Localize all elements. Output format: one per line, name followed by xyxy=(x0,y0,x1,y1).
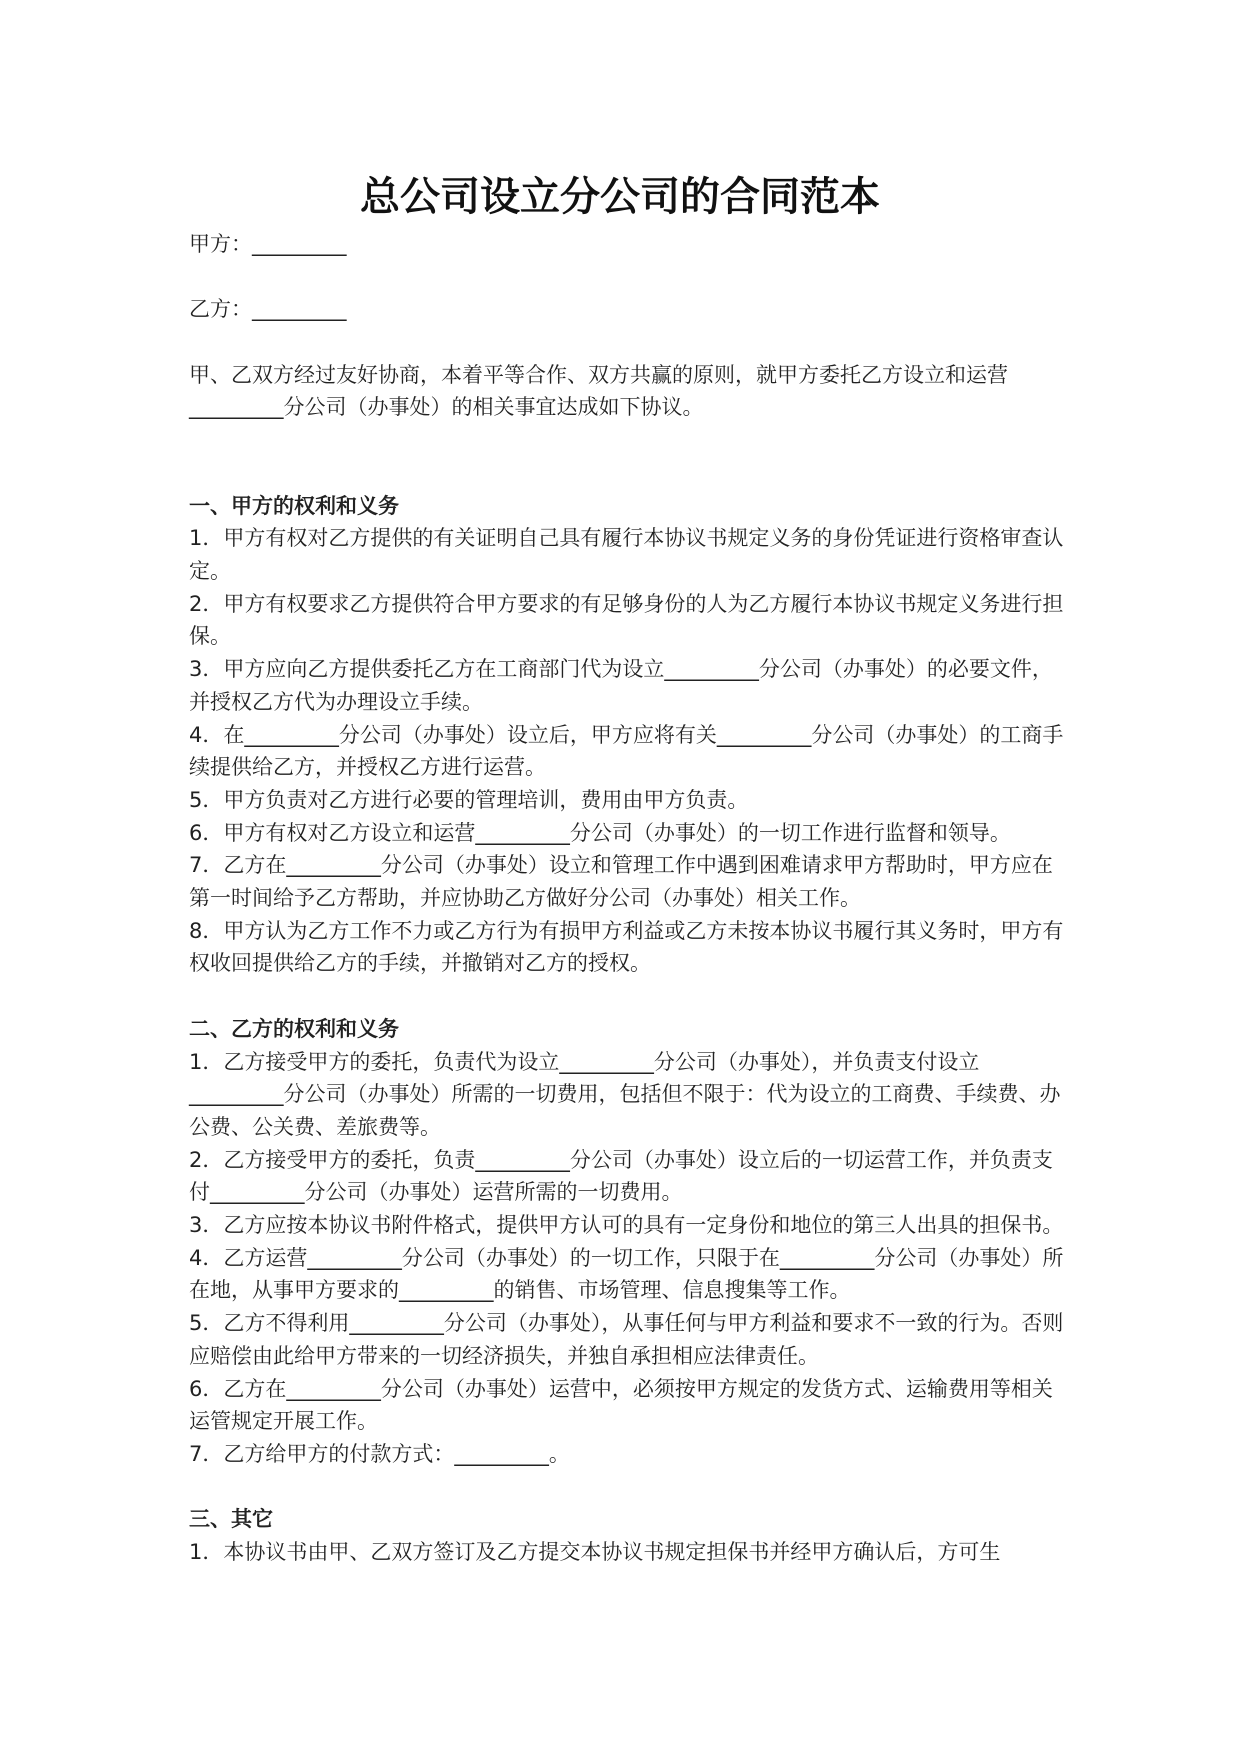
intro-paragraph: 甲、乙双方经过友好协商，本着平等合作、双方共赢的原则，就甲方委托乙方设立和运营_________分公司（办事处）的相关事宜达成如下协议。 xyxy=(189,362,1008,420)
clause: 4．乙方运营_________分公司（办事处）的一切工作，只限于在_________分公司（办事处）所在地，从事甲方要求的_________的销售、市场管理、信息搜集等工作。 xyxy=(189,1245,1064,1303)
clause: 8．甲方认为乙方工作不力或乙方行为有损甲方利益或乙方未按本协议书履行其义务时，甲方有权收回提供给乙方的手续，并撤销对乙方的授权。 xyxy=(189,918,1064,976)
clause: 1．乙方接受甲方的委托，负责代为设立_________分公司（办事处），并负责支付设立_________分公司（办事处）所需的一切费用，包括但不限于：代为设立的工商费、手续费、办公费、公关费、差旅费等。 xyxy=(189,1049,1061,1139)
section-heading: 三、其它 xyxy=(189,1507,273,1532)
clause: 3．甲方应向乙方提供委托乙方在工商部门代为设立_________分公司（办事处）的必要文件，并授权乙方代为办理设立手续。 xyxy=(189,657,1053,714)
clause: 6．乙方在_________分公司（办事处）运营中，必须按甲方规定的发货方式、运输费用等相关运管规定开展工作。 xyxy=(189,1376,1053,1434)
clause: 1．甲方有权对乙方提供的有关证明自己具有履行本协议书规定义务的身份凭证进行资格审查认定。 xyxy=(189,526,1064,583)
section-heading: 二、乙方的权利和义务 xyxy=(189,1016,399,1041)
clause: 5．乙方不得利用_________分公司（办事处），从事任何与甲方利益和要求不一致的行为。否则应赔偿由此给甲方带来的一切经济损失，并独自承担相应法律责任。 xyxy=(189,1311,1064,1368)
clause: 2．甲方有权要求乙方提供符合甲方要求的有足够身份的人为乙方履行本协议书规定义务进行担保。 xyxy=(189,591,1064,649)
section-heading: 一、甲方的权利和义务 xyxy=(189,493,399,518)
clause: 7．乙方给甲方的付款方式：_________。 xyxy=(189,1441,570,1466)
clause: 6．甲方有权对乙方设立和运营_________分公司（办事处）的一切工作进行监督和领导。 xyxy=(189,820,1011,845)
clause: 7．乙方在_________分公司（办事处）设立和管理工作中遇到困难请求甲方帮助时，甲方应在第一时间给予乙方帮助，并应协助乙方做好分公司（办事处）相关工作。 xyxy=(189,853,1053,911)
clause: 4．在_________分公司（办事处）设立后，甲方应将有关_________分公司（办事处）的工商手续提供给乙方，并授权乙方进行运营。 xyxy=(189,722,1064,780)
clause: 5．甲方负责对乙方进行必要的管理培训，费用由甲方负责。 xyxy=(189,787,749,812)
clause: 3．乙方应按本协议书附件格式，提供甲方认可的具有一定身份和地位的第三人出具的担保书。 xyxy=(189,1213,1064,1238)
document-title: 总公司设立分公司的合同范本 xyxy=(360,174,880,220)
clause: 2．乙方接受甲方的委托，负责_________分公司（办事处）设立后的一切运营工作，并负责支付_________分公司（办事处）运营所需的一切费用。 xyxy=(189,1147,1053,1205)
party-b-line: 乙方：_________ xyxy=(189,297,347,322)
clause: 1．本协议书由甲、乙双方签订及乙方提交本协议书规定担保书并经甲方确认后，方可生 xyxy=(189,1540,1001,1565)
document-body xyxy=(189,228,1069,1569)
party-a-line: 甲方：_________ xyxy=(189,232,347,256)
